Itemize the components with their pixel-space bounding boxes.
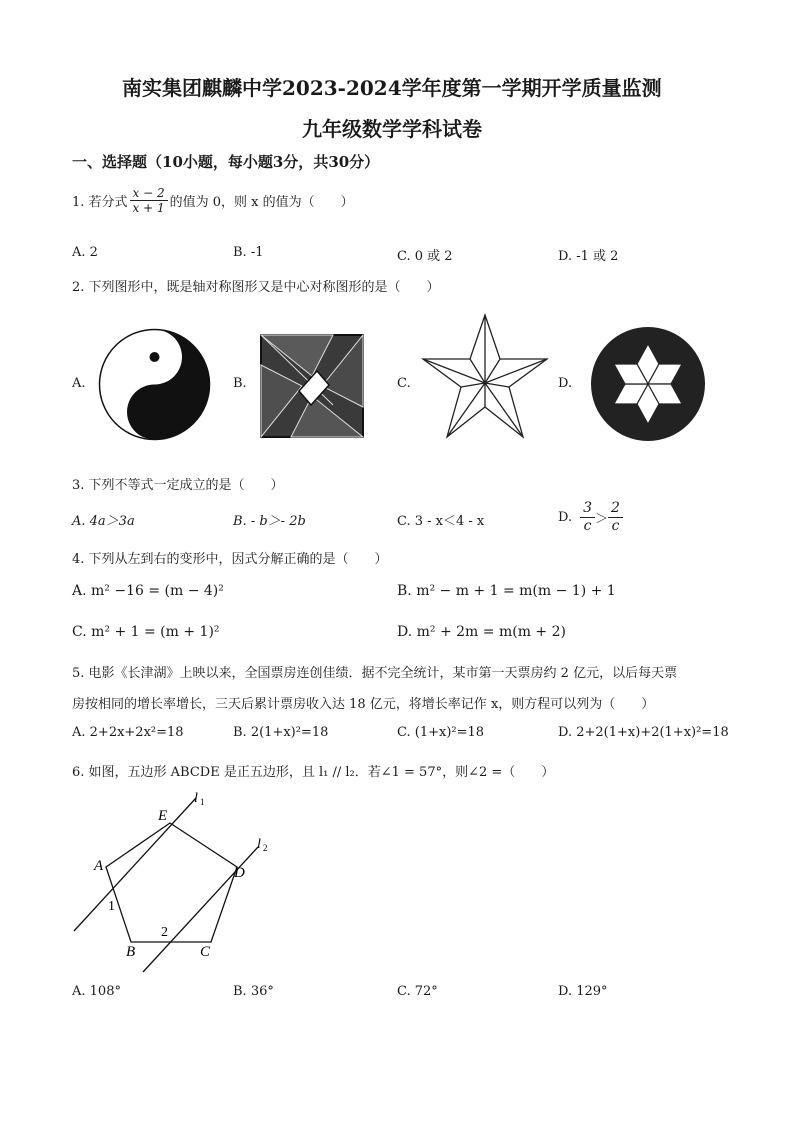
label-angle-2: 2 <box>161 925 168 940</box>
q6-option-c[interactable]: C. 72° <box>397 984 438 999</box>
q5-option-b[interactable]: B. 2(1+x)²=18 <box>233 725 329 740</box>
q3-d-fraction-right <box>608 500 623 535</box>
exam-title: 南实集团麒麟中学2023-2024学年度第一学期开学质量监测 <box>122 76 662 100</box>
label-e: E <box>158 808 168 824</box>
q2-label-b[interactable]: B. <box>233 376 247 391</box>
q2-label-d[interactable]: D. <box>558 376 573 391</box>
q3-option-d[interactable] <box>558 500 623 535</box>
label-l2: l <box>257 837 261 852</box>
question-5-line2: 房按相同的增长率增长，三天后累计票房收入达 18 亿元，将增长率记作 x，则方程可以列为（ ） <box>72 697 655 712</box>
section-heading: 一、选择题（10小题，每小题3分，共30分） <box>72 153 380 171</box>
q3-option-d-label: D. <box>558 510 573 525</box>
pentagon-abcde <box>106 823 237 942</box>
q5-option-d[interactable]: D. 2+2(1+x)+2(1+x)²=18 <box>558 725 729 740</box>
q2-label-a[interactable]: A. <box>72 376 86 391</box>
question-5-line1: 5. 电影《长津湖》上映以来，全国票房连创佳绩．据不完全统计，某市第一天票房约 2 亿元，以后每天票 <box>72 666 678 681</box>
line-l1 <box>74 798 196 931</box>
q1-suffix: 的值为 0，则 x 的值为（ ） <box>169 195 354 210</box>
five-point-star-figure[interactable] <box>419 313 551 441</box>
question-4: 4. 下列从左到右的变形中，因式分解正确的是（ ） <box>72 552 388 567</box>
q1-prefix: 1. 若分式 <box>72 195 128 210</box>
q3-option-c[interactable]: C. 3 - x＜4 - x <box>397 514 485 529</box>
hexstar-circle-figure[interactable] <box>589 325 707 443</box>
label-c: C <box>200 944 211 960</box>
yin-yang-figure[interactable] <box>97 327 212 442</box>
q4-option-a[interactable]: A. m² −16 = (m − 4)² <box>72 583 224 599</box>
label-b: B <box>126 944 136 960</box>
q3-d-fraction-left <box>580 500 595 535</box>
pentagon-parallel-lines-figure <box>66 786 286 976</box>
q1-fraction <box>130 186 168 215</box>
q3-option-a[interactable]: A. 4a＞3a <box>72 514 135 529</box>
q3-d-num-right: 2 <box>608 500 623 518</box>
q1-option-d[interactable]: D. -1 或 2 <box>558 249 619 264</box>
q1-fraction-numerator: x − 2 <box>130 186 168 201</box>
q3-d-den-right: c <box>611 518 620 534</box>
label-angle-1: 1 <box>108 899 115 914</box>
q1-fraction-denominator: x + 1 <box>132 201 165 215</box>
q1-option-a[interactable]: A. 2 <box>72 245 98 260</box>
q3-d-gt: ＞ <box>595 512 609 527</box>
label-a: A <box>94 858 104 874</box>
question-3: 3. 下列不等式一定成立的是（ ） <box>72 478 284 493</box>
q1-option-c[interactable]: C. 0 或 2 <box>397 249 453 264</box>
q2-label-c[interactable]: C. <box>397 376 411 391</box>
q6-option-d[interactable]: D. 129° <box>558 984 608 999</box>
q4-option-c[interactable]: C. m² + 1 = (m + 1)² <box>72 624 220 640</box>
q6-option-b[interactable]: B. 36° <box>233 984 274 999</box>
square-pinwheel-figure[interactable] <box>259 333 365 439</box>
q3-d-den-left: c <box>583 518 592 534</box>
q5-option-a[interactable]: A. 2+2x+2x²=18 <box>72 725 184 740</box>
label-l1-sub: 1 <box>200 797 205 807</box>
question-1 <box>72 186 354 215</box>
question-6: 6. 如图，五边形 ABCDE 是正五边形，且 l₁ // l₂．若∠1 = 57°，则∠2 =（ ） <box>72 765 555 780</box>
q5-option-c[interactable]: C. (1+x)²=18 <box>397 725 485 740</box>
label-l2-sub: 2 <box>263 843 268 853</box>
label-l1: l <box>194 791 198 806</box>
q1-option-b[interactable]: B. -1 <box>233 245 264 260</box>
question-2: 2. 下列图形中，既是轴对称图形又是中心对称图形的是（ ） <box>72 280 440 295</box>
q4-option-b[interactable]: B. m² − m + 1 = m(m − 1) + 1 <box>397 583 616 599</box>
q3-d-num-left: 3 <box>580 500 595 518</box>
q6-option-a[interactable]: A. 108° <box>72 984 121 999</box>
exam-subtitle: 九年级数学学科试卷 <box>302 117 482 141</box>
q4-option-d[interactable]: D. m² + 2m = m(m + 2) <box>397 624 566 640</box>
label-d: D <box>234 865 245 881</box>
q3-option-b[interactable]: B. - b＞- 2b <box>233 514 306 529</box>
